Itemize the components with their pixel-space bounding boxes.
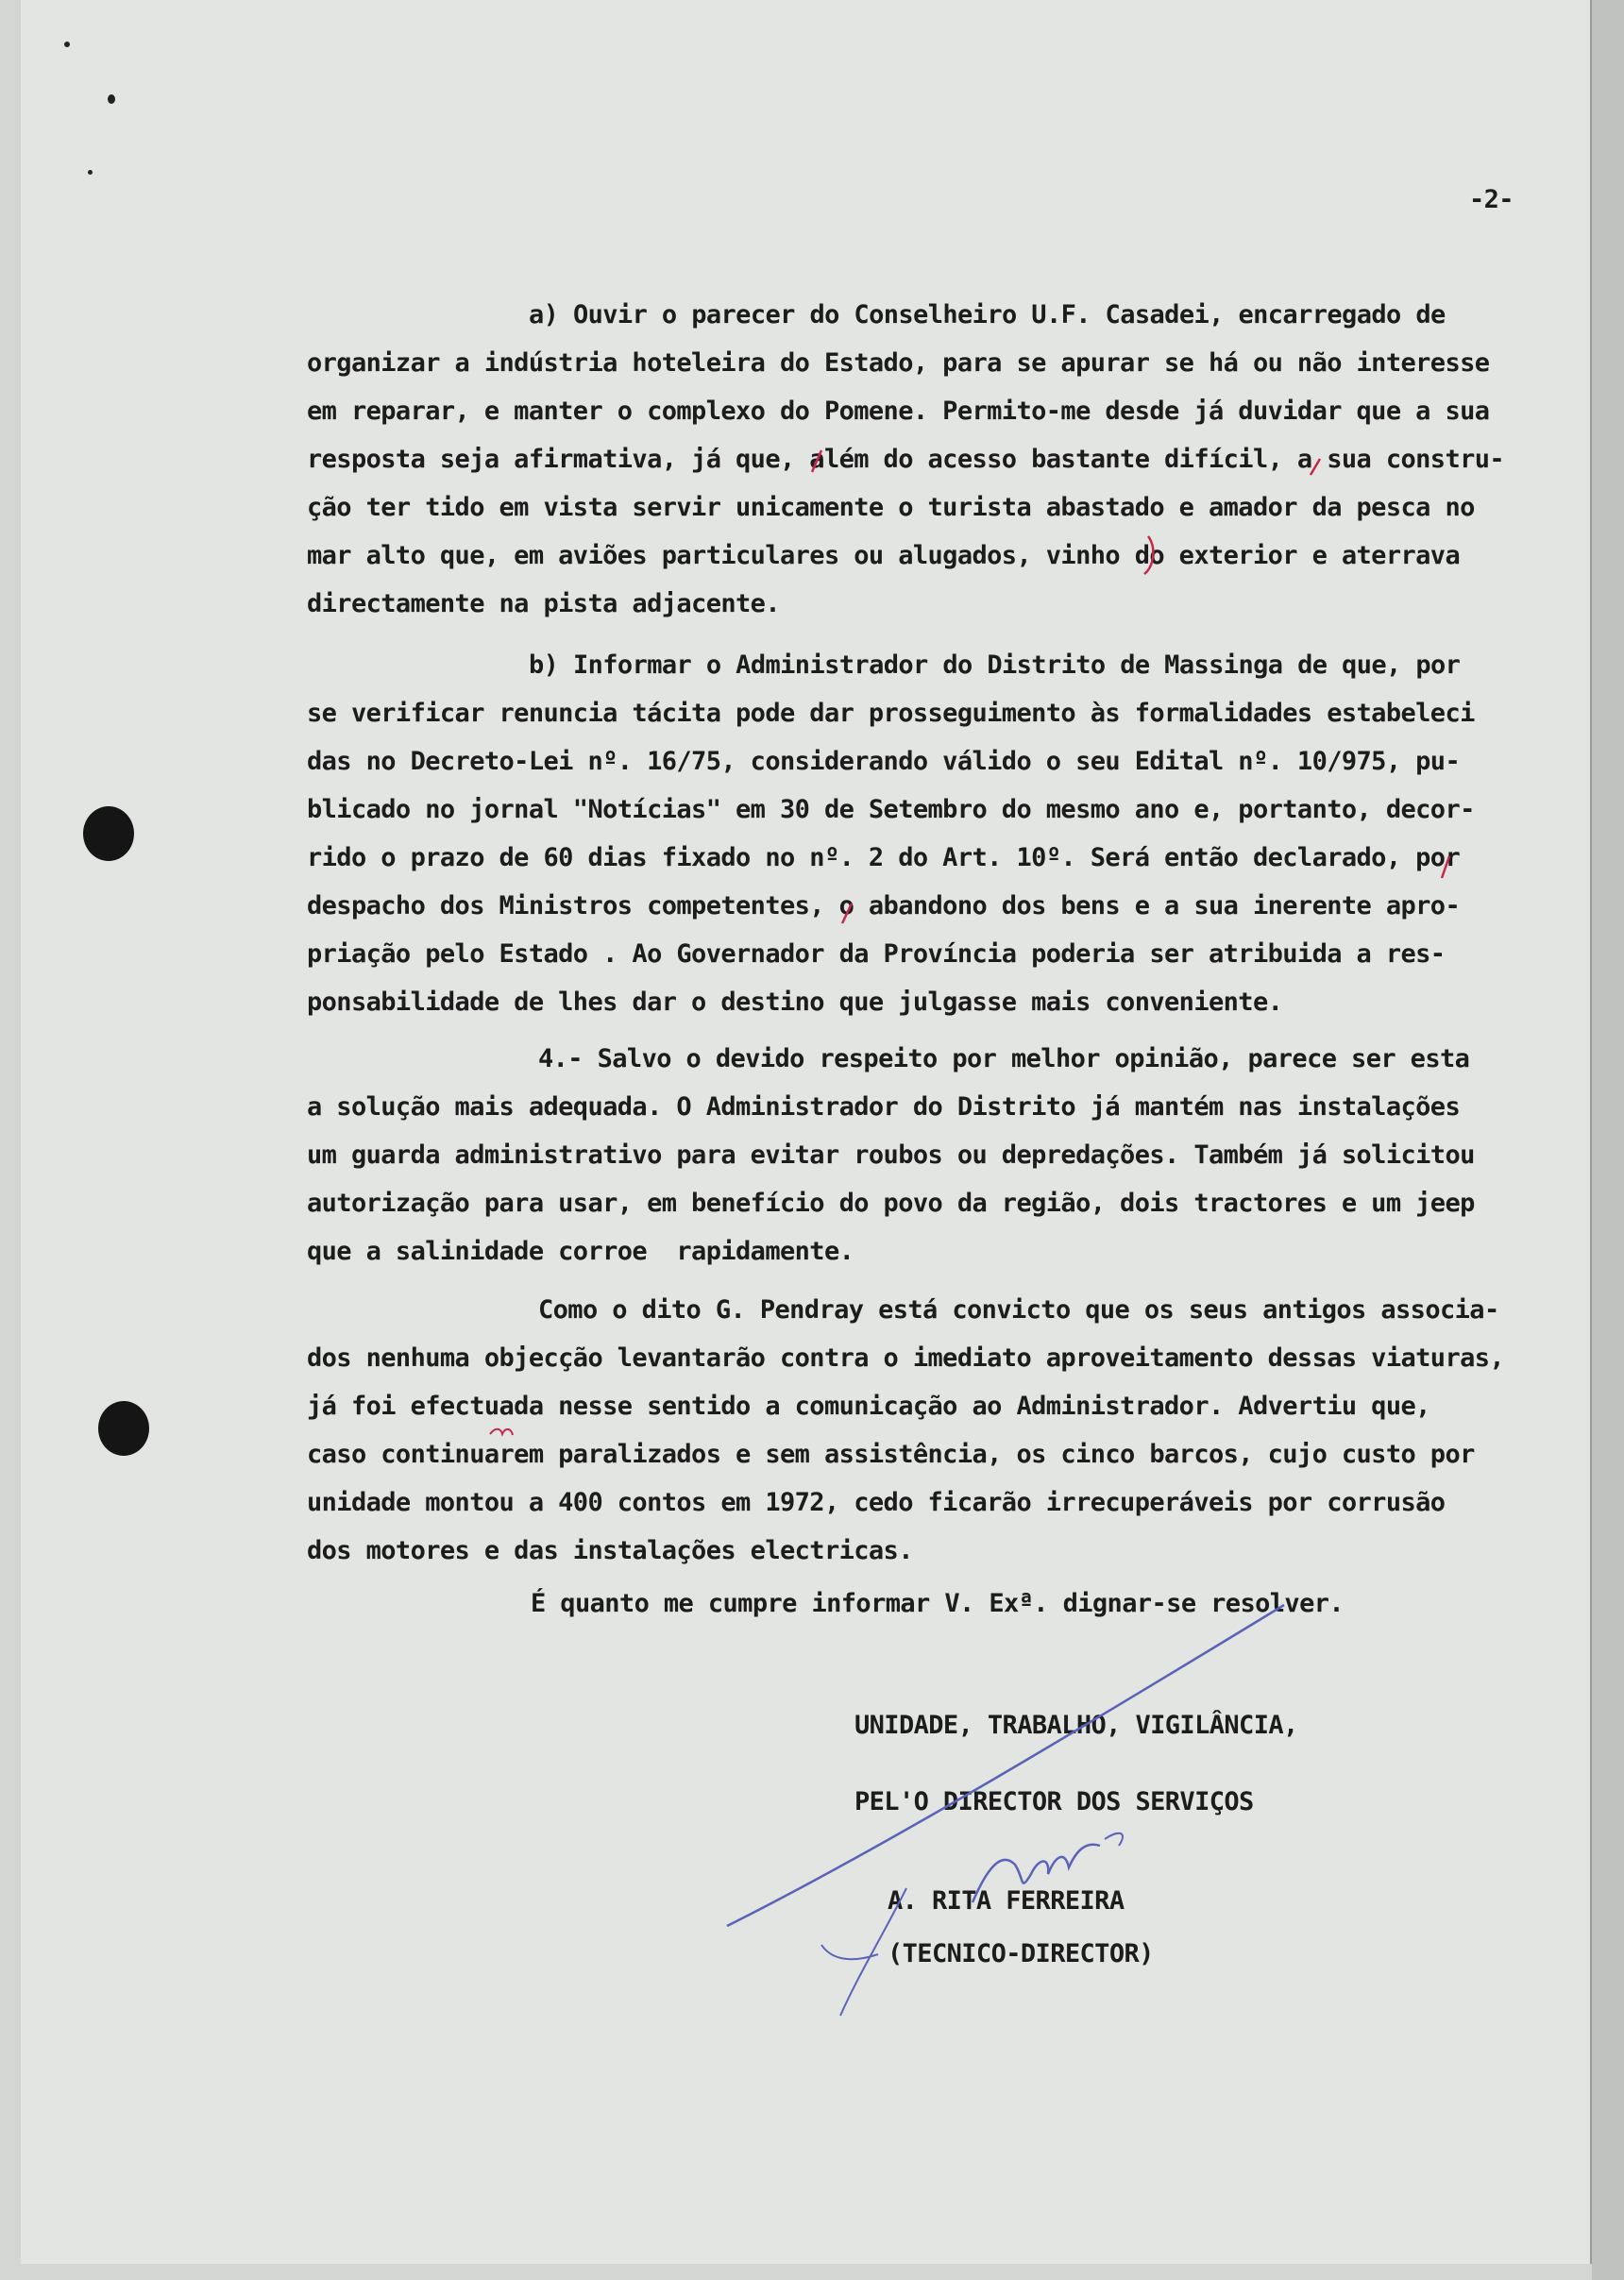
punch-hole xyxy=(98,1401,149,1456)
scan-edge xyxy=(1592,0,1624,2280)
page-number: -2- xyxy=(1469,185,1514,214)
signer-title: (TECNICO-DIRECTOR) xyxy=(888,1939,1154,1968)
paragraph-4: 4.- Salvo o devido respeito por melhor opinião, parece ser esta a solução mais adequada. O Administrador do Distrito já mantém nas instalações um guarda administrativo para evitar roubos ou depredações. Também já solicitou autorização para usar, em benefício do povo da região, dois tractores e um jeep que a salinidade corroe rapidamente. xyxy=(307,1044,1475,1266)
signer-name: A. RITA FERREIRA xyxy=(888,1886,1125,1916)
closing-line: É quanto me cumpre informar V. Exª. dignar-se resolver. xyxy=(531,1589,1345,1618)
motto: UNIDADE, TRABALHO, VIGILÂNCIA, xyxy=(854,1711,1298,1740)
scan-speck xyxy=(108,94,115,104)
signature-caption: PEL'O DIRECTOR DOS SERVIÇOS xyxy=(854,1787,1254,1816)
paragraph-como: Como o dito G. Pendray está convicto que os seus antigos associa- dos nenhuma objecção levantarão contra o imediato aproveitamento dessas viaturas, já foi efectuada nesse sentido a comunicação ao Administrador. Advertiu que, caso continuarem paralizados e sem assistência, os cinco barcos, cujo custo por unidade montou a 400 contos em 1972, cedo ficarão irrecuperáveis por corrusão dos motores e das instalações electricas. xyxy=(307,1295,1505,1565)
paragraph-a: a) Ouvir o parecer do Conselheiro U.F. Casadei, encarregado de organizar a indústria hoteleira do Estado, para se apurar se há ou não interesse em reparar, e manter o complexo do Pomene. Permito-me desde já duvidar que a sua resposta seja afirmativa, já que, além do acesso bastante difícil, a sua constru- ção ter tido em vista servir unicamente o turista abastado e amador da pesca no mar alto que, em aviões particulares ou alugados, vinho do exterior e aterrava directamente na pista adjacente. xyxy=(307,300,1505,618)
scan-speck xyxy=(64,42,70,47)
punch-hole xyxy=(83,806,134,861)
scan-speck xyxy=(88,170,93,175)
paragraph-b: b) Informar o Administrador do Distrito de Massinga de que, por se verificar renuncia tácita pode dar prosseguimento às formalidades estabeleci das no Decreto-Lei nº. 16/75, considerando válido o seu Edital nº. 10/975, pu- blicado no jornal "Notícias" em 30 de Setembro do mesmo ano e, portanto, decor- rido o prazo de 60 dias fixado no nº. 2 do Art. 10º. Será então declarado, por despacho dos Ministros competentes, o abandono dos bens e a sua inerente apro- priação pelo Estado . Ao Governador da Província poderia ser atribuida a res- ponsabilidade de lhes dar o destino que julgasse mais conveniente. xyxy=(307,650,1475,1017)
